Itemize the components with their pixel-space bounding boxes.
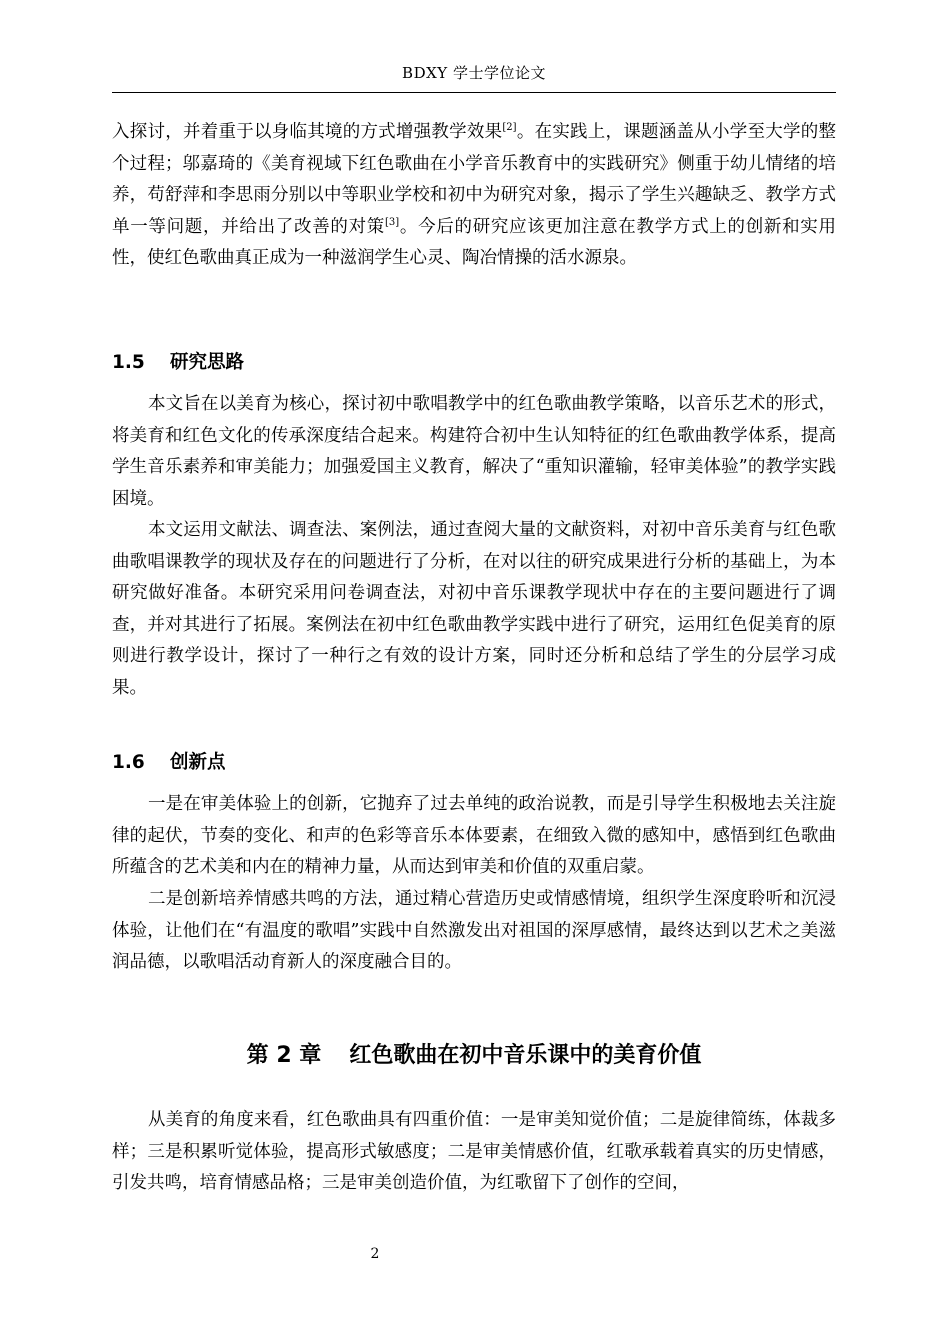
intro-text-part2: 。在实践上，课题涵盖从小学至大学的整个过程；邬嘉琦的《美育视域下红色歌曲在小学音乐教育中的实践研究》侧重于幼儿情绪的培养，苟舒萍和李思雨分别以中等职业学校和初中为研究对象，揭示了学生兴趣缺乏、教学方式单一等问题，并给出了改善的对策	[112, 122, 836, 237]
section-number: 1.5	[112, 352, 145, 373]
citation-ref-3: [3]	[385, 216, 400, 228]
chapter-number: 第 2 章	[246, 1043, 322, 1068]
section-title: 创新点	[170, 752, 226, 773]
section-1-5-paragraph-1: 本文旨在以美育为核心，探讨初中歌唱教学中的红色歌曲教学策略，以音乐艺术的形式，将美育和红色文化的传承深度结合起来。构建符合初中生认知特征的红色歌曲教学体系，提高学生音乐素养和审美能力；加强爱国主义教育，解决了“重知识灌输，轻审美体验”的教学实践困境。	[112, 394, 836, 509]
section-heading-1-6	[112, 748, 226, 774]
intro-paragraph	[112, 117, 836, 275]
section-1-6-paragraph-1: 一是在审美体验上的创新，它抛弃了过去单纯的政治说教，而是引导学生积极地去关注旋律的起伏，节奏的变化、和声的色彩等音乐本体要素，在细致入微的感知中，感悟到红色歌曲所蕴含的艺术美和内在的精神力量，从而达到审美和价值的双重启蒙。	[112, 794, 836, 877]
section-title: 研究思路	[170, 352, 245, 373]
header-rule	[112, 92, 836, 93]
page-number: 2	[370, 1246, 380, 1262]
intro-text-part3: 。今后的研究应该更加注意在教学方式上的创新和实用性，使红色歌曲真正成为一种滋润学生心灵、陶冶情操的活水源泉。	[112, 216, 837, 268]
chapter-title: 红色歌曲在初中音乐课中的美育价值	[349, 1043, 702, 1068]
citation-ref-2: [2]	[502, 122, 517, 133]
section-1-5-paragraph-2: 本文运用文献法、调查法、案例法，通过查阅大量的文献资料，对初中音乐美育与红色歌曲歌唱课教学的现状及存在的问题进行了分析，在对以往的研究成果进行分析的基础上，为本研究做好准备。本研究采用问卷调查法，对初中音乐课教学现状中存在的主要问题进行了调查，并对其进行了拓展。案例法在初中红色歌曲教学实践中进行了研究，运用红色促美育的原则进行教学设计，探讨了一种行之有效的设计方案，同时还分析和总结了学生的分层学习成果。	[112, 520, 836, 698]
chapter-2-paragraph: 从美育的角度来看，红色歌曲具有四重价值：一是审美知觉价值；二是旋律简练，体裁多样；三是积累听觉体验，提高形式敏感度；二是审美情感价值，红歌承载着真实的历史情感，引发共鸣，培育情感品格；三是审美创造价值，为红歌留下了创作的空间，	[112, 1110, 836, 1193]
page-header: BDXY 学士学位论文	[402, 64, 546, 82]
section-number: 1.6	[112, 752, 145, 773]
section-heading-1-5	[112, 348, 244, 374]
intro-text-part1: 入探讨，并着重于以身临其境的方式增强教学效果	[112, 122, 503, 142]
section-1-6-paragraph-2: 二是创新培养情感共鸣的方法，通过精心营造历史或情感情境，组织学生深度聆听和沉浸体验，让他们在“有温度的歌唱”实践中自然激发出对祖国的深厚感情，最终达到以艺术之美滋润品德，以歌唱活动育新人的深度融合目的。	[112, 889, 836, 972]
chapter-heading	[112, 1038, 836, 1069]
